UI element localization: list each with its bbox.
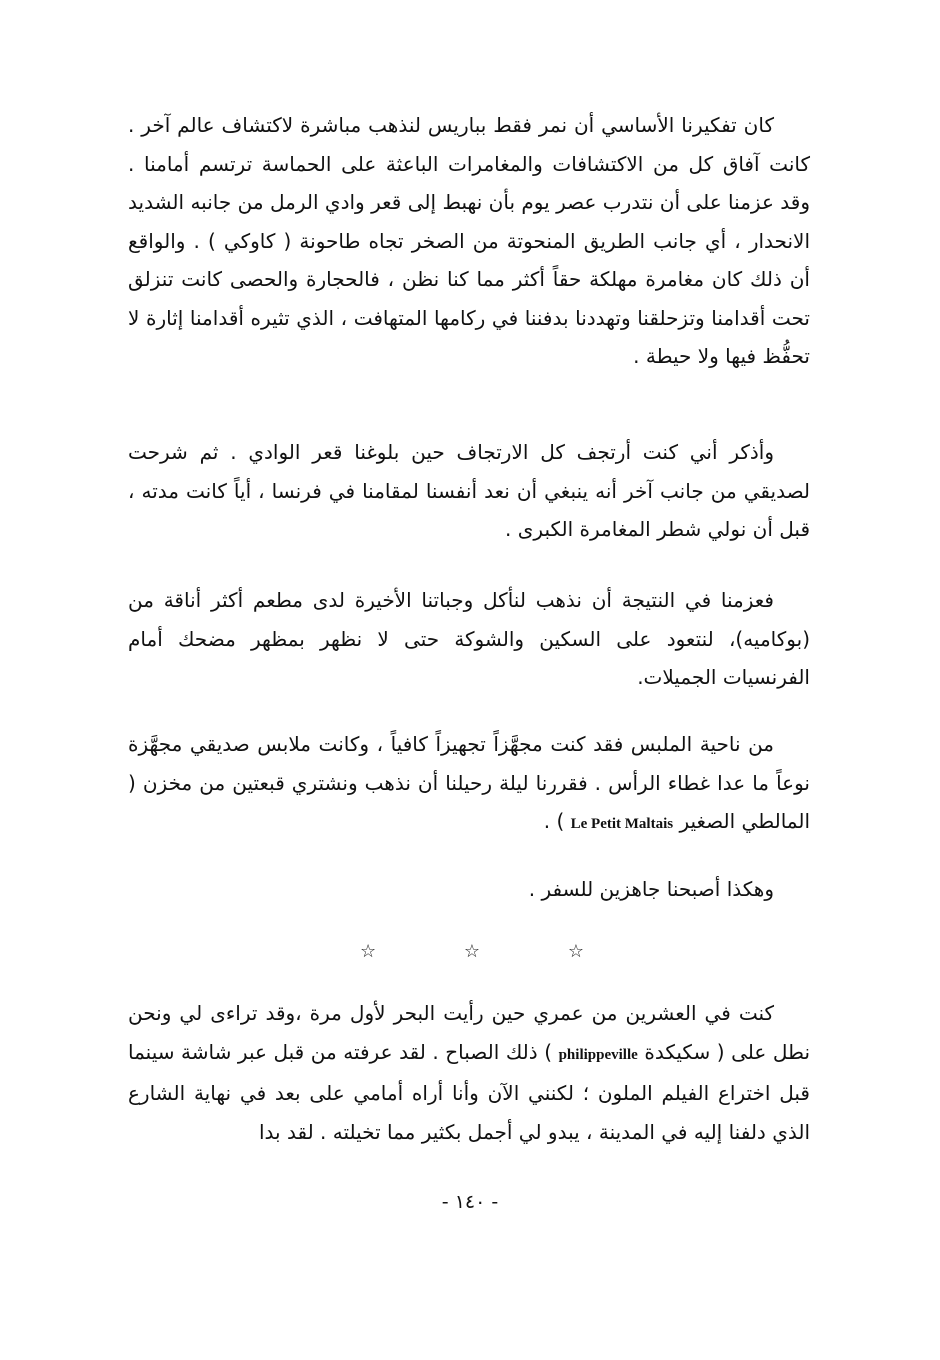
star-icon: ☆	[463, 941, 481, 962]
paragraph-1	[128, 106, 810, 376]
paragraph-4	[128, 725, 810, 844]
paragraph-2-text: وأذكر أني كنت أرتجف كل الارتجاف حين بلوغنا قعر الوادي . ثم شرحت لصديقي من جانب آخر أنه ينبغي أن نعد أنفسنا لمقامنا في فرنسا ، أياً كانت مدته ، قبل أن نولي شطر المغامرة الكبرى .	[128, 440, 810, 541]
paragraph-2	[128, 433, 810, 549]
latin-name-le-petit-maltais: Le Petit Maltais	[570, 816, 674, 832]
paragraph-6-arabic-end: ذلك الصباح . لقد عرفته من قبل عبر شاشة سينما قبل اختراع الفيلم الملون ؛ لكنني الآن وأنا أراه أمامي على بعد في نهاية الشارع الذي دلفنا إليه في المدينة ، يبدو لي أجمل بكثير مما تخيلته . لقد بدا	[128, 1039, 810, 1144]
page-number: - ١٤٠ -	[441, 1191, 499, 1213]
paragraph-3	[128, 581, 810, 697]
paragraph-4-text	[128, 725, 810, 844]
paragraph-6	[128, 994, 810, 1151]
paragraph-1-text: كان تفكيرنا الأساسي أن نمر فقط بباريس لنذهب مباشرة لاكتشاف عالم آخر . كانت آفاق كل من الاكتشافات والمغامرات الباعثة على الحماسة ترتسم أمامنا . وقد عزمنا على أن نتدرب عصر يوم بأن نهبط إلى قعر وادي الرمل من جانبه الشديد الانحدار ، أي جانب الطريق المنحوتة من الصخر تجاه طاحونة ( كاوكي ) . والواقع أن ذلك كان مغامرة مهلكة حقاً أكثر مما كنا نظن ، فالحجارة والحصى كانت تنزلق تحت أقدامنا وتزحلقنا وتهددنا بدفننا في ركامها المتهافت ، الذي تثيره أقدامنا إثارة لا تحفُّظ فيها ولا حيطة .	[128, 113, 810, 368]
paragraph-6-arabic-start: كنت في العشرين من عمري حين رأيت البحر لأول مرة ،وقد تراءى لي	[179, 1001, 775, 1025]
section-separator	[360, 940, 584, 964]
paragraph-6-arabic-mid: ونحن نطل على ( سكيكدة	[128, 1001, 811, 1064]
star-icon: ☆	[360, 941, 377, 962]
paragraph-4-arabic-start: من ناحية الملبس فقد كنت مجهَّزاً تجهيزاً كافياً ، وكانت ملابس صديقي مجهَّزة نوعاً ما عدا غطاء الرأس . فقررنا ليلة رحيلنا أن نذهب ونشتري قبعتين من مخزن ( المالطي الصغير	[128, 732, 810, 833]
paragraph-5-text: وهكذا أصبحنا جاهزين للسفر .	[528, 877, 774, 901]
latin-name-philippeville: philippeville	[558, 1046, 638, 1063]
star-icon: ☆	[567, 941, 584, 962]
paragraph-4-arabic-end: ) .	[543, 809, 565, 833]
paragraph-5	[128, 870, 810, 909]
paragraph-6-text: كنت في العشرين من عمري حين رأيت البحر لأول مرة ،وقد تراءى لي ونحن نطل على ( سكيكدة philippeville ) ذلك الصباح . لقد عرفته من قبل عبر شاشة سينما قبل اختراع الفيلم الملون ؛ لكنني الآن وأنا أراه أمامي على بعد في نهاية الشارع الذي دلفنا إليه في المدينة ، يبدو لي أجمل بكثير مما تخيلته . لقد بدا	[128, 1001, 811, 1144]
paragraph-3-text: فعزمنا في النتيجة أن نذهب لنأكل وجباتنا الأخيرة لدى مطعم أكثر أناقة من (بوكاميه)، لنتعود على السكين والشوكة حتى لا نظهر بمظهر مضحك أمام الفرنسيات الجميلات.	[128, 588, 810, 689]
